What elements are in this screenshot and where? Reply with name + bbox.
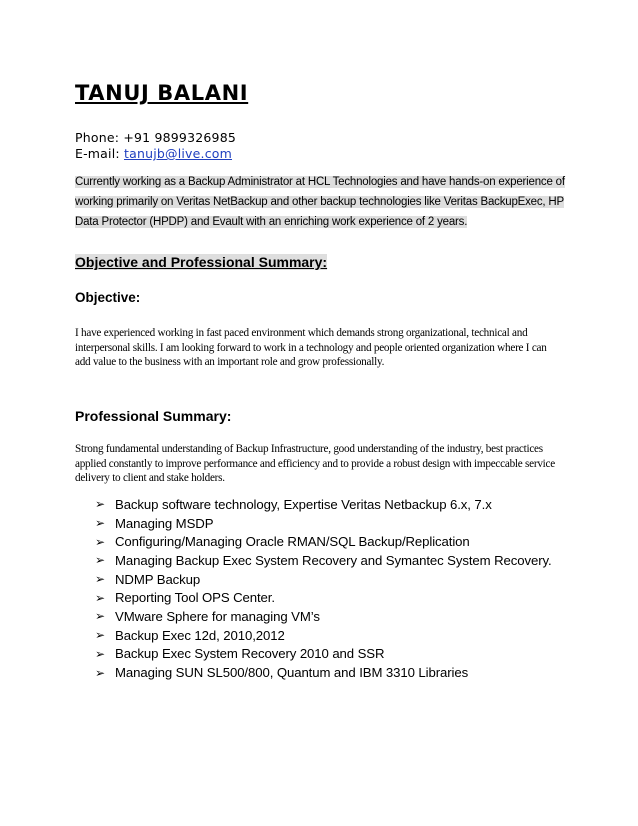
list-item: ➢ Managing Backup Exec System Recovery and Symantec System Recovery. (95, 552, 552, 568)
list-item: ➢ Managing MSDP (95, 515, 214, 531)
intro-text: Currently working as a Backup Administrator at HCL Technologies and have hands-on experience of working primarily on Veritas NetBackup and other backup technologies like Veritas BackupExec, HP Data Protector (HPDP) and Evault with an enriching work experience of 2 years. (75, 176, 565, 228)
list-item: ➢ NDMP Backup (95, 571, 201, 587)
arrow-bullet-icon: ➢ (95, 497, 105, 512)
list-item: ➢ Configuring/Managing Oracle RMAN/SQL Backup/Replication (95, 534, 470, 550)
arrow-bullet-icon: ➢ (95, 665, 105, 680)
objective-title: Objective: (75, 290, 141, 305)
skills-list (95, 495, 575, 682)
list-item: ➢ Backup software technology, Expertise Veritas Netbackup 6.x, 7.x (95, 496, 492, 512)
arrow-bullet-icon: ➢ (95, 553, 105, 568)
arrow-bullet-icon: ➢ (95, 646, 105, 661)
list-item: ➢ Managing SUN SL500/800, Quantum and IBM 3310 Libraries (95, 665, 469, 681)
intro-paragraph (75, 172, 565, 232)
list-item: ➢ Backup Exec System Recovery 2010 and SSR (95, 646, 385, 662)
arrow-bullet-icon: ➢ (95, 628, 105, 643)
section-title: Objective and Professional Summary: (75, 254, 328, 270)
list-item: ➢ VMware Sphere for managing VM’s (95, 608, 320, 624)
contact-block (75, 130, 555, 162)
professional-summary-text: Strong fundamental understanding of Backup Infrastructure, good understanding of the industry, best practices applied constantly to improve performance and efficiency and to provide a robust design with impeccable service delivery to client and stake holders. (75, 443, 555, 484)
phone-line (75, 130, 555, 146)
email-link[interactable]: tanujb@live.com (123, 146, 233, 161)
arrow-bullet-icon: ➢ (95, 590, 105, 605)
candidate-name: TANUJ BALANI (75, 81, 249, 105)
email-line (75, 146, 555, 162)
arrow-bullet-icon: ➢ (95, 572, 105, 587)
objective-text: I have experienced working in fast paced environment which demands strong organizational, technical and interpersonal skills. I am looking forward to work in a technology and people oriented organization where I can add value to the business with an important role and grow professionally. (75, 327, 547, 368)
list-item: ➢ Reporting Tool OPS Center. (95, 590, 275, 606)
arrow-bullet-icon: ➢ (95, 609, 105, 624)
list-item: ➢ Backup Exec 12d, 2010,2012 (95, 627, 285, 643)
professional-summary-title: Professional Summary: (75, 408, 232, 424)
arrow-bullet-icon: ➢ (95, 516, 105, 531)
phone-number: +91 9899326985 (123, 130, 236, 145)
phone-label: Phone: (75, 130, 124, 145)
email-label: E-mail: (75, 146, 124, 161)
arrow-bullet-icon: ➢ (95, 534, 105, 549)
